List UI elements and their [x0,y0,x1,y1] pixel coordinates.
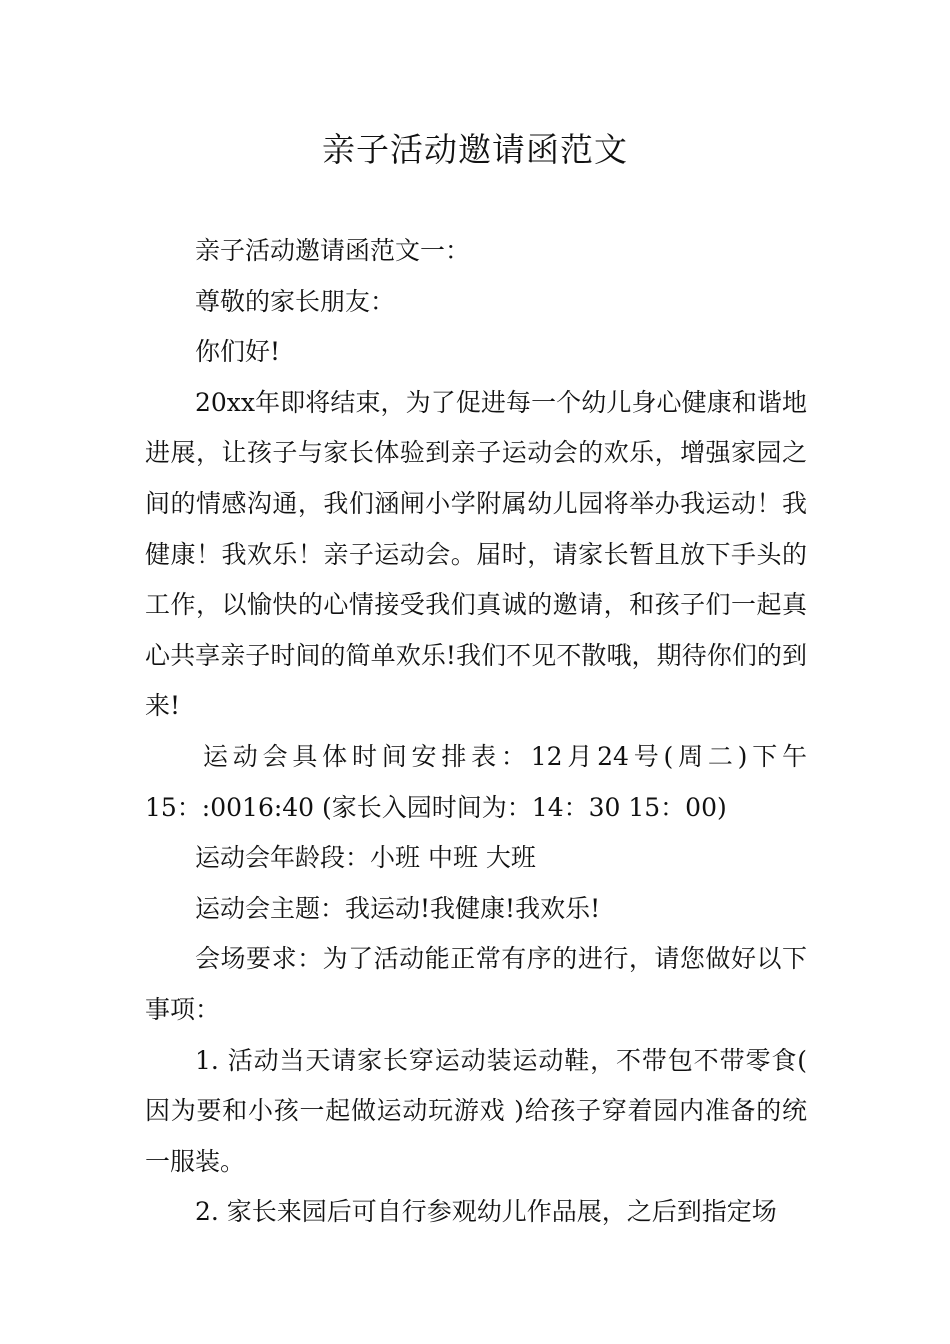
document-title: 亲子活动邀请函范文 [322,130,628,169]
section-heading: 亲子活动邀请函范文一： [195,236,471,265]
venue-requirements-paragraph: 会场要求：为了活动能正常有序的进行，请您做好以下事项： [145,944,807,1024]
salutation: 尊敬的家长朋友： [195,286,396,316]
requirement-item-2: 2. 家长来园后可自行参观幼儿作品展，之后到指定场 [195,1197,777,1227]
schedule-paragraph: 运动会具体时间安排表：12月24号(周二)下午15：:0016:40 (家长入园时间为：14：30 15：00) [145,741,807,822]
invitation-paragraph: 20xx年即将结束，为了促进每一个幼儿身心健康和谐地进展，让孩子与家长体验到亲子运动会的欢乐，增强家园之间的情感沟通，我们涵闸小学附属幼儿园将举办我运动！我健康！我欢乐！亲子运动会。届时，请家长暂且放下手头的工作，以愉快的心情接受我们真诚的邀请，和孩子们一起真心共享亲子时间的简单欢乐!我们不见不散哦，期待你们的到来! [145,387,807,721]
document-body [145,226,807,1238]
theme-paragraph: 运动会主题：我运动!我健康!我欢乐! [195,893,601,923]
age-group-paragraph: 运动会年龄段：小班 中班 大班 [195,843,536,873]
requirement-item-1: 1. 活动当天请家长穿运动装运动鞋，不带包不带零食( 因为要和小孩一起做运动玩游戏 )给孩子穿着园内准备的统一服装。 [145,1045,807,1176]
greeting: 你们好! [195,337,281,367]
